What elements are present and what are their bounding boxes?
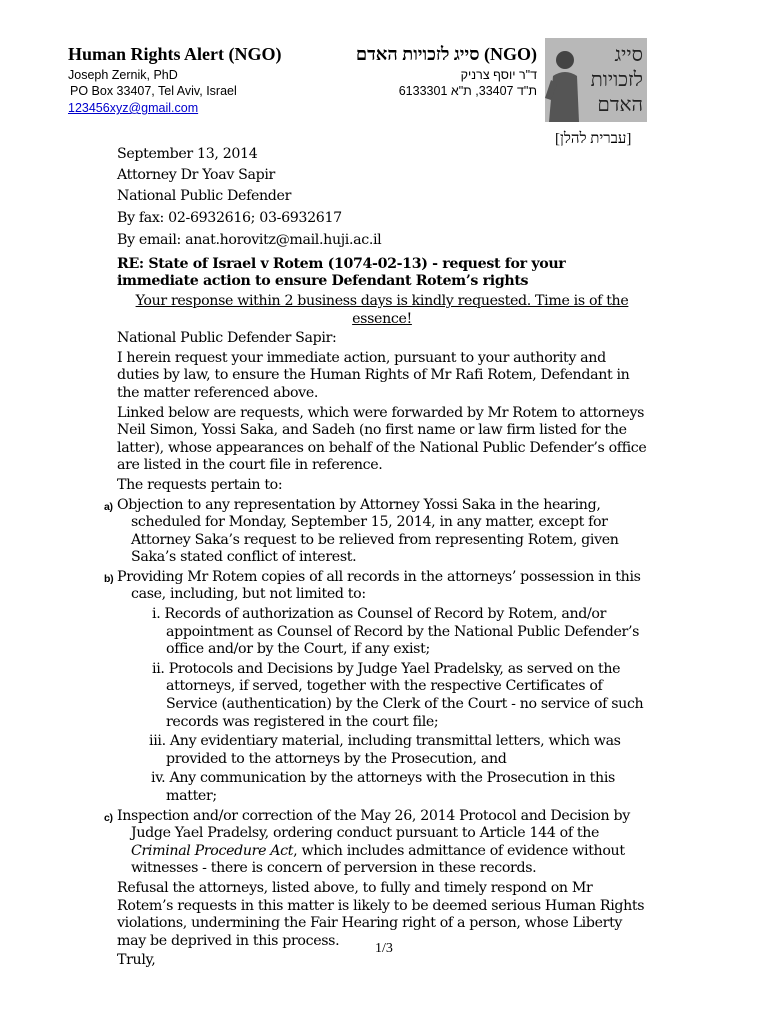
subject-line: RE: State of Israel v Rotem (1074-02-13) - request for your immediate action to ensure Defendant Rotem’s rights (117, 255, 566, 290)
sub-item-i: i. Records of authorization as Counsel of Record by Rotem, and/or appointment as Counsel of Record by the National Public Defender’s office and/or by the Court, if any exist; (152, 606, 640, 658)
letter-body (104, 146, 647, 972)
address-hebrew: ת"ד 33407, ת"א 6133301 (398, 84, 537, 98)
recipient-email: By email: anat.horovitz@mail.huji.ac.il (117, 231, 382, 248)
list-label: a) (104, 500, 113, 513)
org-logo (545, 38, 647, 122)
author-name-english: Joseph Zernik, PhD (68, 68, 178, 82)
org-name-english: Human Rights Alert (NGO) (68, 44, 282, 64)
paragraph: The requests pertain to: (117, 476, 283, 493)
act-title: Criminal Procedure Act (131, 842, 294, 859)
logo-text-line: סייג (614, 42, 643, 66)
letter-date: September 13, 2014 (117, 146, 258, 162)
hebrew-version-note: [עברית להלן] (555, 131, 632, 147)
address-english: PO Box 33407, Tel Aviv, Israel (70, 84, 237, 98)
logo-text-line: האדם (597, 92, 643, 116)
paragraph: Linked below are requests, which were forwarded by Mr Rotem to attorneys Neil Simon, Yossi Saka, and Sadeh (no first name or law firm listed for the latter), whose appearances on behalf of the National Public Defender’s office are listed in the court file in reference. (117, 404, 647, 474)
list-item-b (104, 568, 647, 604)
item-c-text: , which includes admittance of evidence without witnesses - there is concern of perversion in these records. (131, 842, 625, 877)
list-item-a (104, 496, 647, 567)
logo-text-line: לזכויות (590, 67, 643, 91)
email-link[interactable]: 123456xyz@gmail.com (68, 101, 199, 115)
recipient-name: Attorney Dr Yoav Sapir (117, 166, 275, 183)
author-name-hebrew: ד"ר יוסף צרניק (460, 68, 537, 82)
list-item-text: Objection to any representation by Attorney Yossi Saka in the hearing, scheduled for Monday, September 15, 2014, in any matter, except for Attorney Saka’s request to be relieved from representing Rotem, given Saka’s stated conflict of interest. (117, 496, 619, 566)
list-item-c (104, 807, 647, 878)
sub-item-iii: iii. Any evidentiary material, including transmittal letters, which was provided to the attorneys by the Prosecution, and (149, 733, 621, 767)
figure-silhouette-icon (545, 46, 583, 122)
recipient-office: National Public Defender (117, 188, 292, 205)
list-label: c) (104, 811, 113, 824)
list-label: b) (104, 572, 114, 585)
list-item-text (117, 808, 647, 878)
recipient-fax: By fax: 02-6932616; 03-6932617 (117, 210, 342, 227)
page-number: 1/3 (375, 941, 393, 956)
item-c-text: Inspection and/or correction of the May 26, 2014 Protocol and Decision by Judge Yael Pradelsy, ordering conduct pursuant to Article 144 of the (117, 807, 630, 842)
sub-item-ii: ii. Protocols and Decisions by Judge Yael Pradelsky, as served on the attorneys, if served, together with the respective Certificates of Service (authentication) by the Clerk of the Court - no service of such records was registered in the court file; (152, 660, 644, 730)
org-name-hebrew: (NGO) סייג לזכויות האדם (355, 44, 537, 64)
response-request: Your response within 2 business days is kindly requested. Time is of the essence! (135, 292, 629, 327)
salutation: National Public Defender Sapir: (117, 330, 337, 347)
closing: Truly, (117, 952, 156, 969)
sub-item-iv: iv. Any communication by the attorneys with the Prosecution in this matter; (151, 770, 615, 804)
list-item-text: Providing Mr Rotem copies of all records in the attorneys’ possession in this case, including, but not limited to: (117, 568, 641, 603)
paragraph: Refusal the attorneys, listed above, to fully and timely respond on Mr Rotem’s requests in this matter is likely to be deemed serious Human Rights violations, undermining the Fair Hearing right of a person, whose Liberty may be deprived in this process. (117, 879, 645, 949)
paragraph: I herein request your immediate action, pursuant to your authority and duties by law, to ensure the Human Rights of Mr Rafi Rotem, Defendant in the matter referenced above. (117, 349, 630, 401)
